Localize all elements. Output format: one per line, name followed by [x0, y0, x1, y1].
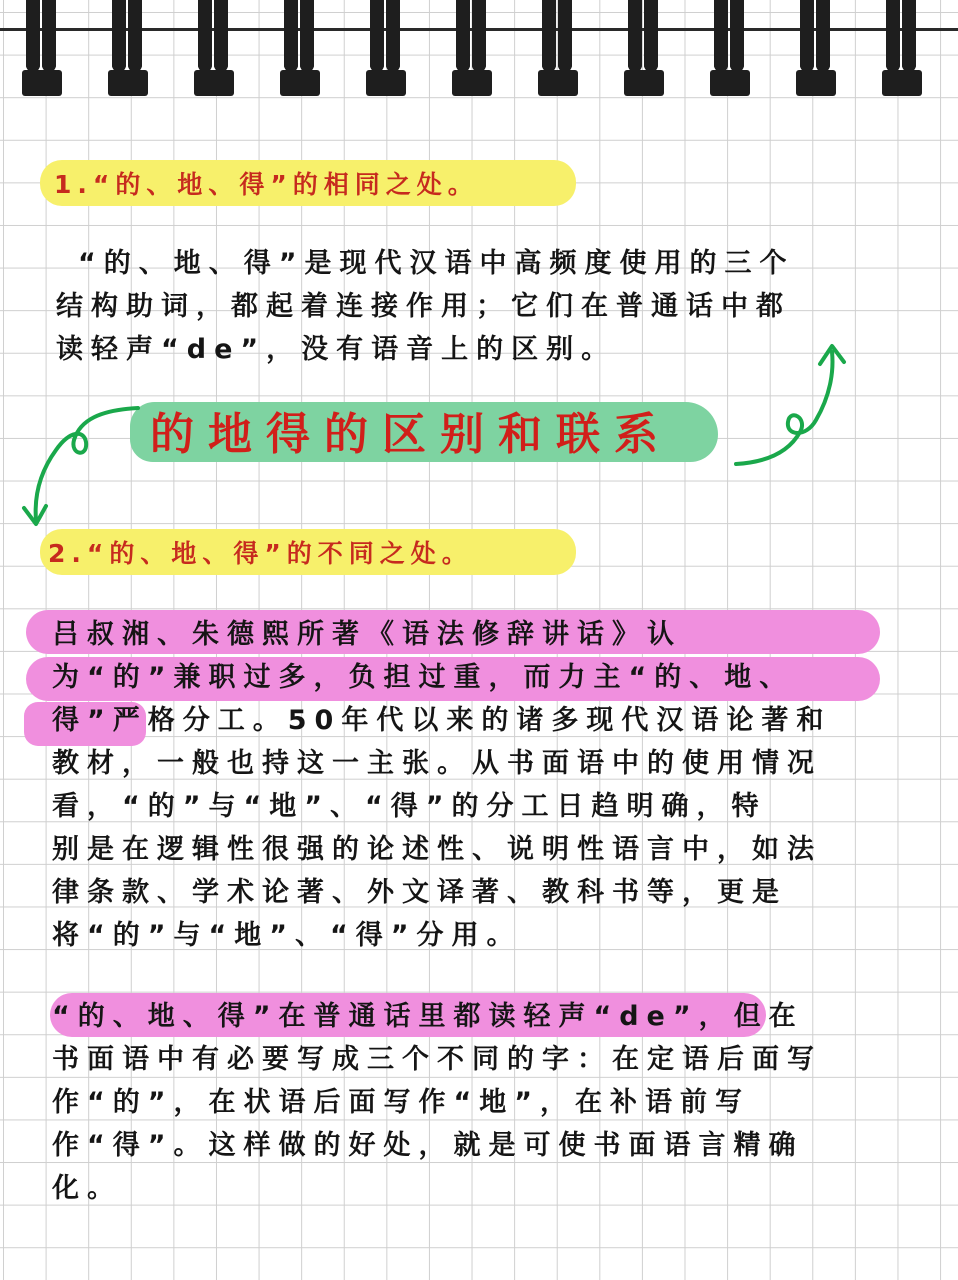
text-line: 为“的”兼职过多，负担过重，而力主“的、地、	[52, 662, 795, 693]
section2-paragraph2	[52, 995, 822, 1210]
text-line: “的、地、得”是现代汉语中高频度使用的三个	[78, 248, 795, 279]
section2-heading: 2.“的、地、得”的不同之处。	[48, 539, 473, 568]
text-line: 作“的”，在状语后面写作“地”，在补语前写	[52, 1087, 750, 1118]
left-curved-arrow-icon	[36, 408, 138, 520]
text-line: 结构助词，都起着连接作用；它们在普通话中都	[56, 291, 791, 322]
text-line: 化。	[52, 1173, 122, 1204]
text-line: 教材，一般也持这一主张。从书面语中的使用情况	[52, 748, 822, 779]
right-curved-arrow-icon	[736, 352, 832, 464]
section1-heading: 1.“的、地、得”的相同之处。	[54, 170, 479, 199]
text-line: 作“得”。这样做的好处，就是可使书面语言精确	[52, 1130, 804, 1161]
text-line: “的、地、得”在普通话里都读轻声“de”，但在	[52, 1001, 804, 1032]
text-line: 得”严格分工。50年代以来的诸多现代汉语论著和	[52, 705, 832, 736]
text-line: 将“的”与“地”、“得”分用。	[52, 920, 522, 951]
text-line: 看，“的”与“地”、“得”的分工日趋明确，特	[52, 791, 767, 822]
text-line: 书面语中有必要写成三个不同的字：在定语后面写	[52, 1044, 822, 1075]
page-title: 的地得的区别和联系	[150, 409, 672, 460]
section2-paragraph1	[52, 613, 831, 957]
text-line: 吕叔湘、朱德熙所著《语法修辞讲话》认	[52, 619, 682, 650]
text-line: 别是在逻辑性很强的论述性、说明性语言中，如法	[52, 834, 822, 865]
text-line: 律条款、学术论著、外文译著、教科书等，更是	[52, 877, 787, 908]
decorative-arrows	[0, 0, 958, 560]
text-line: 读轻声“de”，没有语音上的区别。	[56, 334, 617, 365]
